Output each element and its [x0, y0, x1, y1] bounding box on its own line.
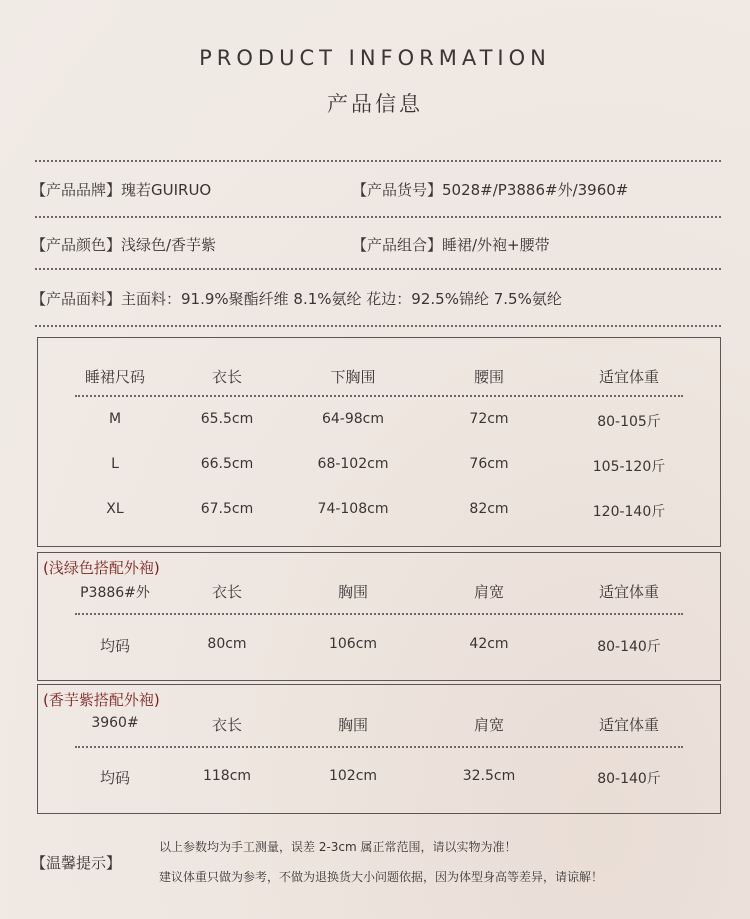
header-cell: 腰围	[473, 368, 504, 386]
green-robe-title: (浅绿色搭配外袍)	[43, 559, 160, 577]
page-title-cn: 产品信息	[327, 92, 423, 116]
table-cell: 120-140斤	[592, 504, 666, 520]
header-cell: 肩宽	[473, 583, 504, 601]
table-cell: 118cm	[202, 768, 252, 784]
color-info: 【产品颜色】浅绿色/香芋紫	[31, 236, 217, 254]
table-cell: L	[111, 456, 119, 472]
table-cell: 68-102cm	[317, 456, 389, 472]
table-cell: 均码	[99, 769, 130, 787]
table-cell: 106cm	[328, 636, 378, 652]
header-cell: P3886#外	[80, 585, 150, 601]
header-cell: 适宜体重	[598, 583, 659, 601]
table-cell: 均码	[99, 637, 130, 655]
header-cell: 3960#	[91, 715, 139, 731]
combo-info: 【产品组合】睡裙/外袍+腰带	[352, 236, 550, 254]
table-cell: 67.5cm	[200, 501, 254, 517]
table-cell: 80-140斤	[597, 639, 661, 655]
table-cell: 66.5cm	[200, 456, 254, 472]
row-divider	[75, 613, 683, 615]
tips-line-1: 以上参数均为手工测量，误差 2-3cm 属正常范围，请以实物为准！	[159, 840, 517, 854]
table-cell: M	[108, 411, 122, 427]
page-title-en: PRODUCT INFORMATION	[199, 46, 551, 70]
table-cell: 65.5cm	[200, 411, 254, 427]
table-cell: 32.5cm	[462, 768, 516, 784]
purple-robe-title: (香芋紫搭配外袍)	[43, 691, 160, 709]
table-cell: 76cm	[469, 456, 509, 472]
table-cell: 74-108cm	[317, 501, 389, 517]
table-cell: 105-120斤	[592, 459, 666, 475]
purple-robe-table	[37, 684, 721, 814]
row-divider	[75, 746, 683, 748]
row-divider	[75, 395, 683, 397]
divider	[35, 268, 721, 270]
tips-label: 【温馨提示】	[31, 854, 122, 872]
item-number-info: 【产品货号】5028#/P3886#外/3960#	[352, 181, 629, 199]
header-cell: 胸围	[337, 716, 368, 734]
fabric-info: 【产品面料】主面料：91.9%聚酯纤维 8.1%氨纶 花边：92.5%锦纶 7.5%氨纶	[31, 290, 562, 308]
header-cell: 适宜体重	[598, 368, 659, 386]
table-cell: XL	[106, 501, 124, 517]
table-cell: 42cm	[469, 636, 509, 652]
header-cell: 睡裙尺码	[84, 368, 145, 386]
tips-line-2: 建议体重只做为参考，不做为退换货大小问题依据，因为体型身高等差异，请谅解！	[159, 870, 604, 884]
table-cell: 80cm	[207, 636, 247, 652]
table-cell: 102cm	[328, 768, 378, 784]
table-cell: 82cm	[469, 501, 509, 517]
header-cell: 适宜体重	[598, 716, 659, 734]
table-cell: 64-98cm	[321, 411, 384, 427]
brand-info: 【产品品牌】瑰若GUIRUO	[31, 181, 212, 199]
table-cell: 80-105斤	[597, 414, 661, 430]
header-cell: 衣长	[211, 716, 242, 734]
header-cell: 衣长	[211, 583, 242, 601]
green-robe-table	[37, 552, 721, 681]
divider	[35, 325, 721, 327]
table-cell: 80-140斤	[597, 771, 661, 787]
header-cell: 肩宽	[473, 716, 504, 734]
divider	[35, 160, 721, 162]
header-cell: 衣长	[211, 368, 242, 386]
header-cell: 胸围	[337, 583, 368, 601]
divider	[35, 216, 721, 218]
header-cell: 下胸围	[330, 368, 376, 386]
table-cell: 72cm	[469, 411, 509, 427]
